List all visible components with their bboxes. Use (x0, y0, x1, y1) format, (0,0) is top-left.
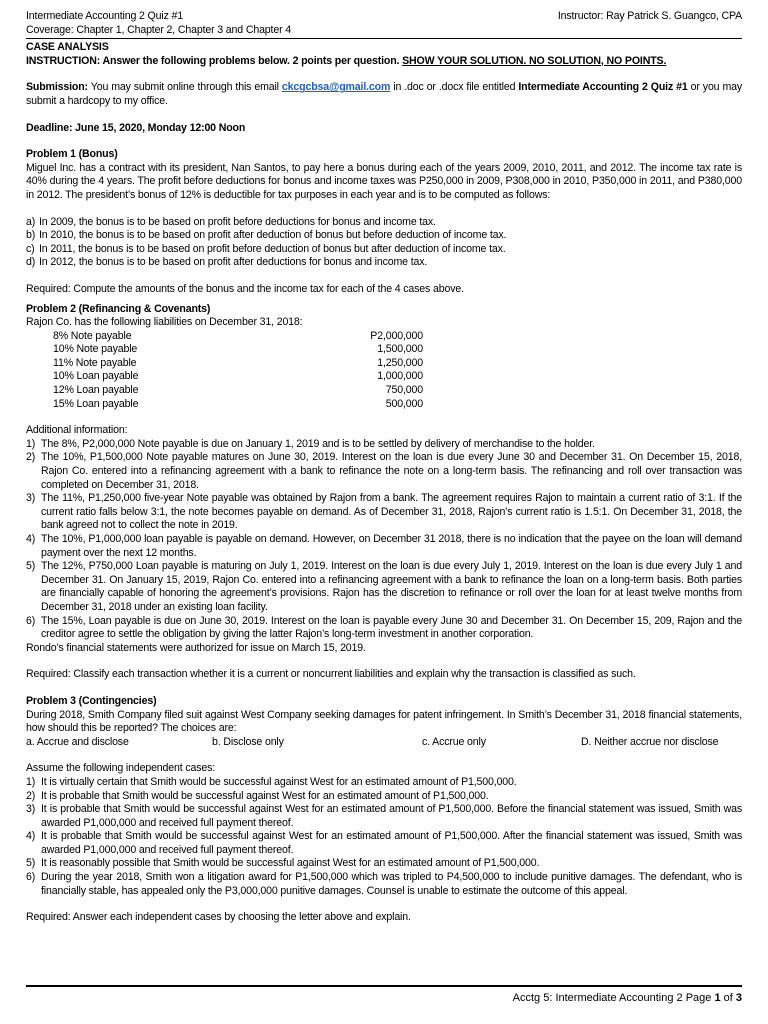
problem3-item (26, 871, 742, 898)
problem2-item (26, 492, 742, 533)
problem1-item (26, 243, 742, 257)
list-text: In 2009, the bonus is to be based on profit before deductions for bonus and income tax. (39, 215, 436, 228)
problem2-title: Problem 2 (Refinancing & Covenants) (26, 302, 211, 315)
liability-row (53, 357, 423, 371)
list-marker: 1) (26, 437, 36, 450)
liabilities-table (53, 330, 423, 412)
footer-course: Acctg 5: Intermediate Accounting 2 Page (512, 992, 715, 1004)
liability-row (53, 384, 423, 398)
choice-c: c. Accrue only (422, 735, 486, 748)
list-marker: 6) (26, 871, 36, 884)
coverage: Coverage: Chapter 1, Chapter 2, Chapter 3 and Chapter 4 (26, 23, 291, 36)
section-title: CASE ANALYSIS (26, 41, 109, 54)
list-marker: 6) (26, 614, 36, 627)
list-text: It is probable that Smith would be successful against West for an estimated amount of P1,500,000. After the financial statement was issued, Smith was awarded P1,000,000 and received full payment thereof. (41, 830, 742, 856)
list-text: The 8%, P2,000,000 Note payable is due on January 1, 2019 and is to be settled by delivery of merchandise to the holder. (41, 437, 595, 450)
choice-d: D. Neither accrue nor disclose (581, 735, 719, 748)
submission-text-post: or you may submit a hardcopy to my office. (26, 81, 743, 107)
list-text: It is reasonably possible that Smith would be successful against West for an estimated amount of P1,500,000. (41, 857, 540, 870)
cases-label: Assume the following independent cases: (26, 762, 216, 775)
footer-text (26, 992, 742, 1004)
instructor: Instructor: Ray Patrick S. Guangco, CPA (557, 10, 742, 22)
list-marker: 2) (26, 789, 36, 802)
submission-text: You may submit online through this email (87, 81, 282, 94)
footer-page: 1 (714, 992, 721, 1004)
footer-total: 3 (735, 992, 742, 1004)
problem2-item (26, 438, 742, 452)
list-text: It is virtually certain that Smith would be successful against West for an estimated amount of P1,500,000. (41, 775, 517, 788)
instruction-lead: INSTRUCTION: Answer the following problems below. 2 points per question. (26, 54, 403, 67)
list-text: The 10%, P1,000,000 loan payable is payable on demand. However, on December 31 2018, there is no indication that the payee on the loan will demand payment over the next 12 months. (41, 533, 742, 559)
problem2-intro: Rajon Co. has the following liabilities on December 31, 2018: (26, 316, 303, 329)
list-marker: 4) (26, 533, 36, 545)
choice-b: b. Disclose only (212, 735, 284, 748)
footer-rule (26, 985, 742, 987)
problem2-list (26, 438, 742, 642)
problem1-item (26, 256, 742, 270)
list-marker: 5) (26, 560, 36, 573)
problem2-required: Required: Classify each transaction whether it is a current or noncurrent liabilities and explain why the transaction is classified as such. (26, 668, 636, 681)
problem2-item (26, 560, 742, 614)
additional-info-label: Additional information: (26, 424, 128, 437)
list-text: The 11%, P1,250,000 five-year Note payable was obtained by Rajon from a bank. The agreement requires Rajon to maintain a current ratio of 3:1. If the current ratio falls below 3:1, the note becomes payable on demand. As of December 31, 2018, Rajon’s current ratio is 1.5:1. On December 31, 2018, the bank agreed not to collect the note in 2019. (41, 492, 742, 532)
problem2-item (26, 533, 742, 560)
liability-name: 8% Note payable (53, 329, 132, 342)
list-text: During the year 2018, Smith won a litigation award for P1,500,000 which was tripled to P4,500,000 to include punitive damages. The defendant, who is financially stable, has appealed only the P3,000,000 punitive damages. Counsel is unable to estimate the outcome of this appeal. (41, 871, 742, 897)
course-title: Intermediate Accounting 2 Quiz #1 (26, 10, 183, 22)
liability-name: 10% Loan payable (53, 370, 139, 383)
problem1-item (26, 216, 742, 230)
document-page (26, 10, 742, 925)
liability-amount: 1,250,000 (377, 356, 423, 369)
liability-row (53, 330, 423, 344)
list-text: The 10%, P1,500,000 Note payable matures on June 30, 2019. Interest on the loan is due every June 30 and December 31. On December 15, 2018, Rajon Co. entered into a refinancing agreement with a bank to refinance the note on a long-term basis. The refinancing and roll over transaction was completed on December 31, 2018. (41, 451, 742, 491)
footer-of: of (720, 992, 736, 1004)
list-marker: b) (26, 229, 36, 242)
list-marker: 4) (26, 830, 36, 843)
authorized-note: Rondo’s financial statements were authorized for issue on March 15, 2019. (26, 641, 366, 654)
problem3-required: Required: Answer each independent cases by choosing the letter above and explain. (26, 911, 411, 924)
problem1-list (26, 216, 742, 270)
liability-row (53, 343, 423, 357)
file-title: Intermediate Accounting 2 Quiz #1 (518, 81, 688, 94)
footer (26, 985, 742, 1004)
problem3-item (26, 776, 742, 790)
problem3-item (26, 857, 742, 871)
liability-amount: P2,000,000 (370, 329, 423, 342)
list-marker: 3) (26, 803, 36, 816)
liability-name: 10% Note payable (53, 343, 138, 356)
problem1-required: Required: Compute the amounts of the bonus and the income tax for each of the 4 cases above. (26, 282, 464, 295)
liability-name: 12% Loan payable (53, 384, 139, 397)
email-link[interactable]: ckcgcbsa@gmail.com (281, 81, 391, 94)
liability-row (53, 370, 423, 384)
problem2-item (26, 615, 742, 642)
problem2-item (26, 451, 742, 492)
problem3-item (26, 830, 742, 857)
list-marker: 5) (26, 857, 36, 870)
problem1-title: Problem 1 (Bonus) (26, 148, 118, 161)
list-marker: 3) (26, 492, 36, 505)
liability-row (53, 398, 423, 412)
problem3-title: Problem 3 (Contingencies) (26, 694, 157, 707)
liability-amount: 1,000,000 (377, 370, 423, 383)
deadline: Deadline: June 15, 2020, Monday 12:00 Noon (26, 121, 246, 134)
list-text: The 15%, Loan payable is due on June 30, 2019. Interest on the loan is payable every June 30 and December 31. On December 15, 209, Rajon and the creditor agree to settle the obligation by giving the latter Rajon’s long-term investment in another corporation. (41, 614, 742, 641)
list-text: It is probable that Smith would be successful against West for an estimated amount of P1,500,000. Before the financial statement was issued, Smith was awarded P1,000,000 and received full payment thereof. (41, 803, 742, 829)
problem3-list (26, 776, 742, 898)
choices-row (26, 736, 742, 750)
submission-label: Submission: (26, 81, 88, 94)
problem3-item (26, 790, 742, 804)
list-text: It is probable that Smith would be successful against West for an estimated amount of P1,500,000. (41, 789, 489, 802)
submission-text-mid: in .doc or .docx file entitled (390, 81, 519, 94)
list-marker: a) (26, 215, 36, 228)
list-text: The 12%, P750,000 Loan payable is maturing on July 1, 2019. Interest on the loan is due every July 1, 2019. Interest on the loan is due every July 1 and December 31. On January 15, 2019, Rajon Co. entered into a refinancing agreement with a bank to refinance the loan on a long-term basis. Both parties are financially capable of honoring the agreement’s provisions. Rajon has the discretion to refinance or roll over the loan for at least twelve months from December 31, 2018 under an existing loan facility. (41, 560, 742, 613)
list-marker: 1) (26, 775, 36, 788)
instruction-emphasis: SHOW YOUR SOLUTION. NO SOLUTION, NO POINTS. (402, 54, 667, 67)
header-divider (26, 38, 742, 39)
liability-name: 11% Note payable (53, 356, 137, 369)
problem3-body: During 2018, Smith Company filed suit against West Company seeking damages for patent infringement. In Smith’s December 31, 2018 financial statements, how should this be reported? The choices are: (26, 708, 742, 735)
liability-amount: 750,000 (385, 384, 423, 397)
list-text: In 2011, the bonus is to be based on profit before deduction of bonus but after deduction of income tax. (39, 242, 506, 255)
instruction (26, 55, 742, 69)
choice-a: a. Accrue and disclose (26, 735, 129, 748)
list-marker: 2) (26, 451, 36, 464)
liability-amount: 500,000 (385, 397, 423, 410)
header-row (26, 10, 742, 24)
list-marker: c) (26, 242, 35, 255)
list-marker: d) (26, 256, 36, 269)
problem1-body: Miguel Inc. has a contract with its president, Nan Santos, to pay here a bonus during each of the years 2009, 2010, 2011, and 2012. The income tax rate is 40% during the 4 years. The profit before deductions for bonus and income taxes was P250,000 in 2009, P308,000 in 2010, P350,000 in 2011, and P380,000 in 2012. The president’s bonus of 12% is deductible for tax purposes in each year and is to be computed as follows: (26, 161, 742, 201)
problem3-item (26, 803, 742, 830)
problem1-item (26, 229, 742, 243)
list-text: In 2010, the bonus is to be based on profit after deduction of bonus but before deduction of income tax. (39, 229, 507, 242)
submission-paragraph (26, 81, 742, 108)
list-text: In 2012, the bonus is to be based on profit after deductions for bonus and income tax. (39, 256, 428, 269)
liability-name: 15% Loan payable (53, 397, 139, 410)
liability-amount: 1,500,000 (377, 343, 423, 356)
